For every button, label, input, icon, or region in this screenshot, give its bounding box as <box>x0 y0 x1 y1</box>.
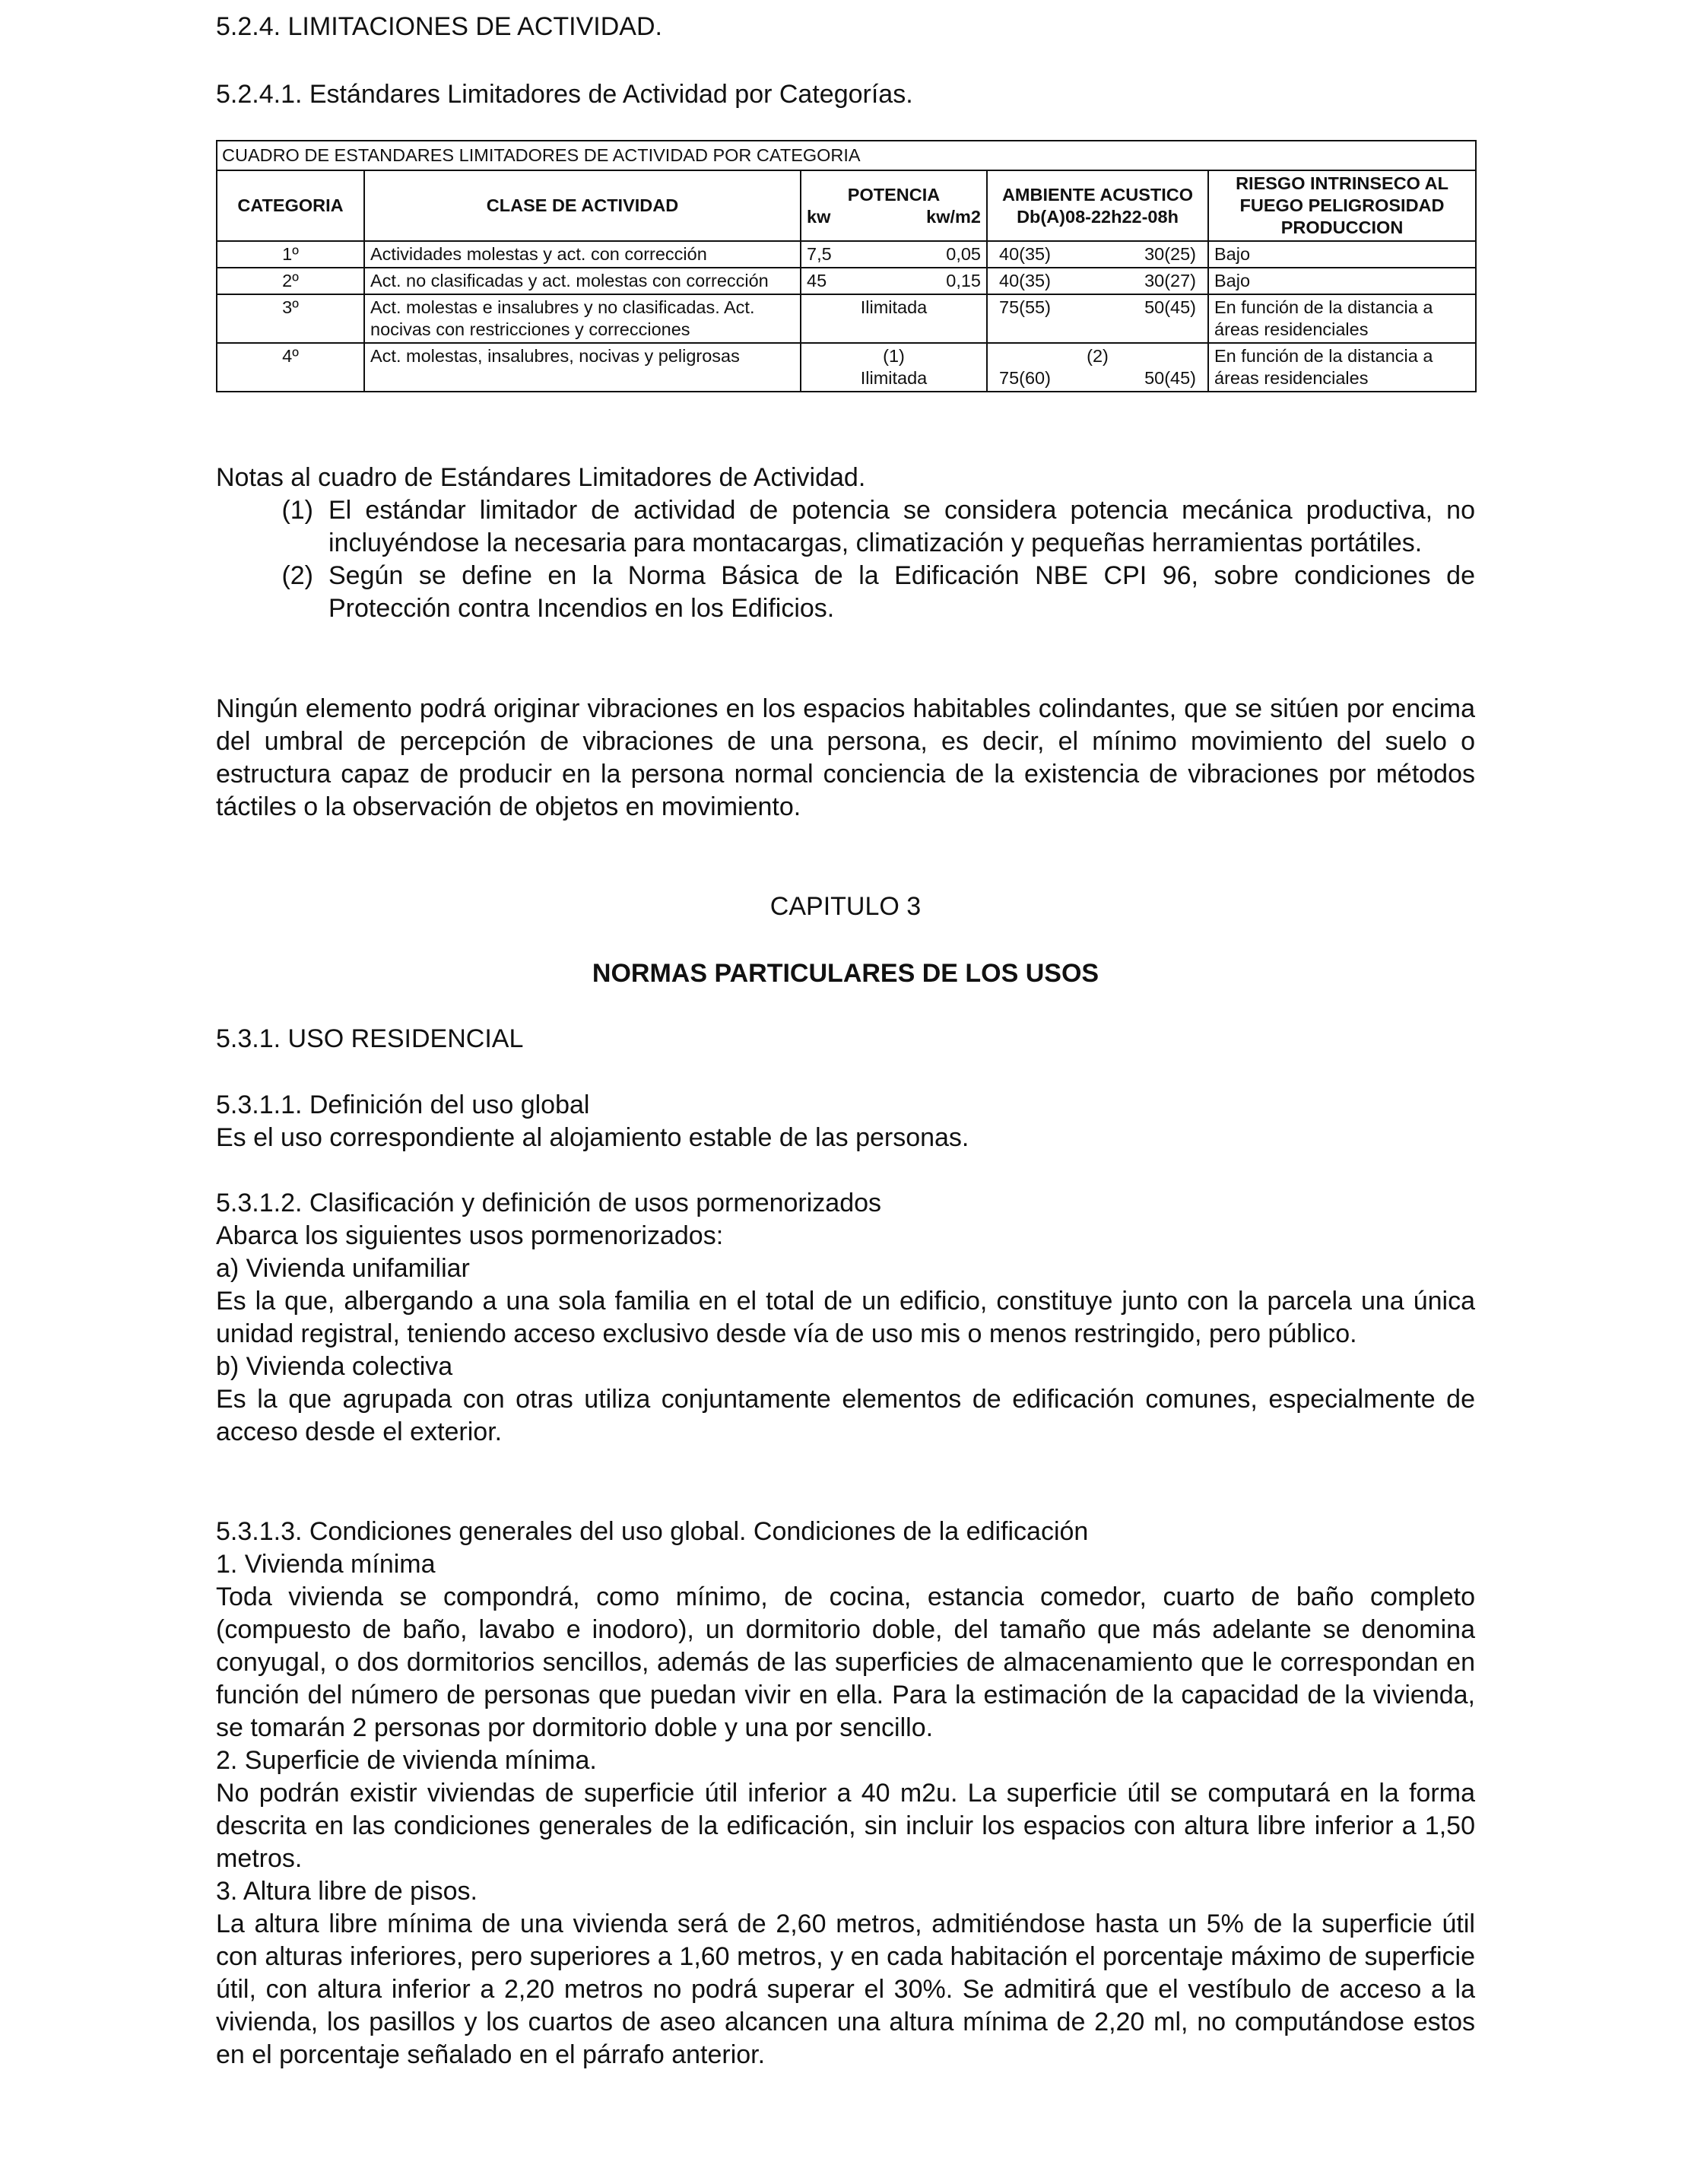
cell-noche: 50(45) <box>1144 297 1196 317</box>
note-item <box>216 494 1475 560</box>
cell-kw: 45 <box>807 271 827 290</box>
cell-potencia <box>801 343 987 392</box>
table-title: CUADRO DE ESTANDARES LIMITADORES DE ACTIVIDAD POR CATEGORIA <box>217 141 1476 170</box>
cell-riesgo: Bajo <box>1208 241 1476 268</box>
item-text: Es la que, albergando a una sola familia en el total de un edificio, constituye junto con la parcela una única unidad registral, teniendo acceso exclusivo desde vía de uso mis o menos restringido, pero público. <box>216 1287 1475 1348</box>
note-number: (1) <box>281 496 313 525</box>
cell-ambiente <box>987 268 1208 294</box>
residential-heading: 5.3.1. USO RESIDENCIAL <box>216 1024 524 1053</box>
cell-kwm2: 0,05 <box>946 244 981 264</box>
chapter-title: CAPITULO 3 <box>769 892 922 921</box>
section-5313 <box>216 1516 1475 2071</box>
item-title: 3. Altura libre de pisos. <box>216 1877 478 1906</box>
table-row <box>217 294 1476 343</box>
item-title: b) Vivienda colectiva <box>216 1352 453 1381</box>
cell-dia: 40(35) <box>999 244 1051 264</box>
standards-table <box>216 140 1477 392</box>
cell-noche: 30(27) <box>1144 271 1196 290</box>
note-text: El estándar limitador de actividad de potencia se considera potencia mecánica productiva, no incluyéndose la necesaria para montacargas, climatización y pequeñas herramientas portátiles. <box>328 496 1475 557</box>
cell-potencia <box>801 268 987 294</box>
cell-riesgo: En función de la distancia a áreas residenciales <box>1208 294 1476 343</box>
section-title: 5.3.1.1. Definición del uso global <box>216 1090 590 1119</box>
header-potencia-kw: kw <box>807 206 831 227</box>
section-title: 5.3.1.3. Condiciones generales del uso global. Condiciones de la edificación <box>216 1517 1089 1546</box>
header-potencia <box>801 170 987 241</box>
item-title: 1. Vivienda mínima <box>216 1550 436 1579</box>
cell-ambiente-note: (2) <box>1087 346 1109 366</box>
section-title: 5.3.1.2. Clasificación y definición de usos pormenorizados <box>216 1189 882 1217</box>
cell-potencia-note: (1) <box>883 346 905 366</box>
subsection-heading: 5.2.4.1. Estándares Limitadores de Actividad por Categorías. <box>216 80 913 109</box>
header-riesgo: RIESGO INTRINSECO AL FUEGO PELIGROSIDAD PRODUCCION <box>1208 170 1476 241</box>
cell-noche: 50(45) <box>1144 368 1196 388</box>
item-text: Toda vivienda se compondrá, como mínimo, de cocina, estancia comedor, cuarto de baño completo (compuesto de baño, lavabo e inodoro), un dormitorio doble, del tamaño que más adelante se denomina conyugal, o dos dormitorios sencillos, además de las superficies de almacenamiento que le correspondan en función del número de personas que puedan vivir en ella. Para la estimación de la capacidad de la vivienda, se tomarán 2 personas por dormitorio doble y una por sencillo. <box>216 1582 1475 1742</box>
cell-categoria: 1º <box>217 241 364 268</box>
section-text: Es el uso correspondiente al alojamiento estable de las personas. <box>216 1123 969 1152</box>
header-ambiente-label: AMBIENTE ACUSTICO <box>1001 184 1194 205</box>
table-header-row <box>217 170 1476 241</box>
chapter-subtitle: NORMAS PARTICULARES DE LOS USOS <box>592 959 1099 988</box>
cell-clase: Act. molestas e insalubres y no clasificadas. Act. nocivas con restricciones y correcciones <box>364 294 801 343</box>
header-potencia-label: POTENCIA <box>847 184 941 205</box>
item-text: La altura libre mínima de una vivienda será de 2,60 metros, admitiéndose hasta un 5% de la superficie útil con alturas inferiores, pero superiores a 1,60 metros, y en cada habitación el porcentaje máximo de superficie útil, con altura inferior a 2,20 metros no podrá superar el 30%. Se admitirá que el vestíbulo de acceso a la vivienda, los pasillos y los cuartos de aseo alcancen una altura mínima de 2,20 ml, no computándose estos en el porcentaje señalado en el párrafo anterior. <box>216 1909 1475 2069</box>
vibration-paragraph: Ningún elemento podrá originar vibraciones en los espacios habitables colindantes, que se sitúen por encima del umbral de percepción de vibraciones de una persona, es decir, el mínimo movimiento del suelo o estructura capaz de producir en la persona normal conciencia de la existencia de vibraciones por métodos táctiles o la observación de objetos en movimiento. <box>216 694 1475 821</box>
table-row <box>217 268 1476 294</box>
table-title-row <box>217 141 1476 170</box>
cell-ambiente <box>987 294 1208 343</box>
table-row <box>217 241 1476 268</box>
header-ambiente <box>987 170 1208 241</box>
section-5312 <box>216 1187 1475 1449</box>
table-notes <box>216 462 1475 625</box>
cell-potencia-value: Ilimitada <box>860 368 928 388</box>
cell-clase: Act. no clasificadas y act. molestas con corrección <box>364 268 801 294</box>
cell-ambiente <box>987 343 1208 392</box>
header-potencia-kwm2: kw/m2 <box>926 206 981 227</box>
cell-noche: 30(25) <box>1144 244 1196 264</box>
cell-riesgo: Bajo <box>1208 268 1476 294</box>
cell-clase: Actividades molestas y act. con corrección <box>364 241 801 268</box>
item-title: a) Vivienda unifamiliar <box>216 1254 470 1283</box>
cell-kw: 7,5 <box>807 244 832 264</box>
cell-clase: Act. molestas, insalubres, nocivas y peligrosas <box>364 343 801 392</box>
section-heading: 5.2.4. LIMITACIONES DE ACTIVIDAD. <box>216 12 662 41</box>
cell-riesgo: En función de la distancia a áreas residenciales <box>1208 343 1476 392</box>
header-ambiente-sub: Db(A)08-22h22-08h <box>1017 206 1179 227</box>
notes-title: Notas al cuadro de Estándares Limitadores de Actividad. <box>216 463 866 492</box>
cell-dia: 75(55) <box>999 297 1051 317</box>
cell-ambiente <box>987 241 1208 268</box>
header-clase: CLASE DE ACTIVIDAD <box>364 170 801 241</box>
note-item <box>216 560 1475 625</box>
item-text: No podrán existir viviendas de superficie útil inferior a 40 m2u. La superficie útil se computará en la forma descrita en las condiciones generales de la edificación, sin incluir los espacios con altura libre inferior a 1,50 metros. <box>216 1779 1475 1873</box>
item-text: Es la que agrupada con otras utiliza conjuntamente elementos de edificación comunes, especialmente de acceso desde el exterior. <box>216 1385 1475 1446</box>
section-5311 <box>216 1089 1475 1154</box>
cell-potencia: Ilimitada <box>801 294 987 343</box>
cell-categoria: 3º <box>217 294 364 343</box>
note-text: Según se define en la Norma Básica de la Edificación NBE CPI 96, sobre condiciones de Protección contra Incendios en los Edificios. <box>328 561 1475 623</box>
cell-kwm2: 0,15 <box>946 271 981 290</box>
section-intro: Abarca los siguientes usos pormenorizados: <box>216 1221 724 1250</box>
header-categoria: CATEGORIA <box>217 170 364 241</box>
cell-categoria: 4º <box>217 343 364 392</box>
note-number: (2) <box>281 561 313 590</box>
cell-potencia <box>801 241 987 268</box>
item-title: 2. Superficie de vivienda mínima. <box>216 1746 597 1775</box>
cell-categoria: 2º <box>217 268 364 294</box>
table-row <box>217 343 1476 392</box>
cell-dia: 75(60) <box>999 368 1051 388</box>
cell-dia: 40(35) <box>999 271 1051 290</box>
